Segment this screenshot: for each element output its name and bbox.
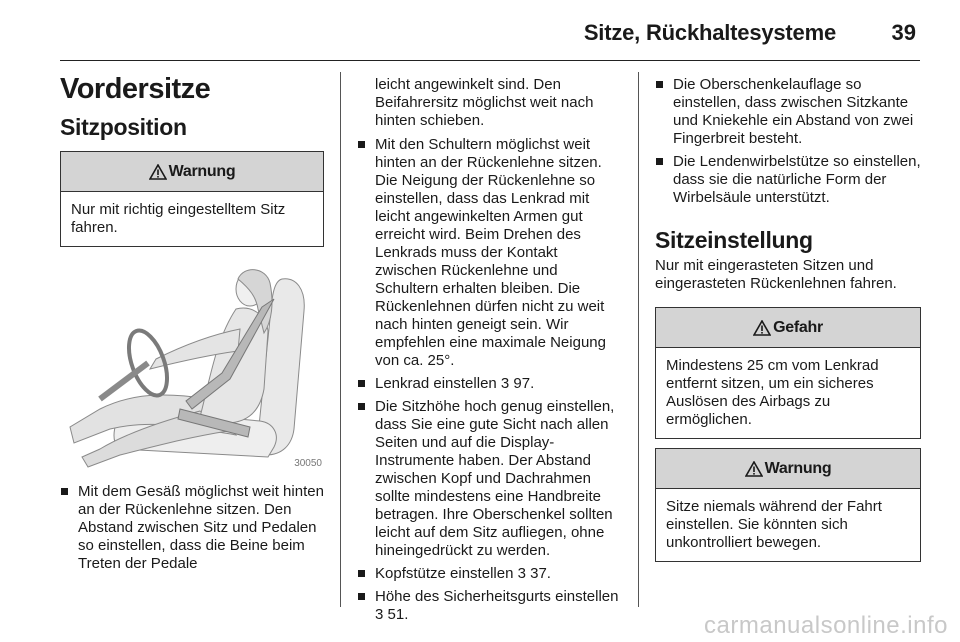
continued-text: leicht angewinkelt sind. Den Beifahrersitz möglichst weit nach hinten schieben. [375,76,594,129]
list-item: Kopfstütze einstellen 3 37. [357,565,622,583]
bullet-list [655,76,921,207]
danger-text: Mindestens 25 cm vom Lenkrad entfernt sitzen, um ein sicheres Auslösen des Airbags zu ermöglichen. [666,357,879,428]
warning-triangle-icon [149,164,167,180]
danger-box-header [656,308,920,348]
danger-box [655,307,921,439]
intro-text: Nur mit eingerasteten Sitzen und eingerasteten Rückenlehnen fahren. [655,257,897,292]
column-divider [340,72,341,607]
warning-box [655,448,921,562]
header-title: Sitze, Rückhaltesysteme [583,20,836,45]
section-heading: Sitzeinstellung [655,227,813,253]
seating-position-illustration [60,259,324,471]
illustration-code: 30050 [294,458,322,469]
column-3 [655,76,921,562]
list-item: Lenkrad einstellen 3 97. [357,375,622,393]
list-item: Die Oberschenkelauflage so einstellen, dass zwischen Sitzkante und Kniekehle ein Abstand von zwei Fingerbreit besteht. [655,76,921,148]
list-item: Mit den Schultern möglichst weit hinten an der Rückenlehne sitzen. Die Neigung der Rückenlehne so einstellen, dass das Lenkrad mit leicht angewinkelten Armen gut erreicht wird. Beim Drehen des Lenkrads muss der Kontakt zwischen Rückenlehne und Schultern erhalten bleiben. Die Rückenlehnen dürfen nicht zu weit nach hinten geneigt sein. Wir empfehlen eine maximale Neigung von ca. 25°. [357,136,622,370]
warning-box-header [656,449,920,489]
list-item: Höhe des Sicherheitsgurts einstellen 3 51. [357,588,622,624]
bullet-list [60,483,324,573]
driver-seat-illustration [60,259,324,471]
page-number: 39 [891,20,916,45]
danger-label: Gefahr [773,318,823,336]
warning-triangle-icon [745,461,763,477]
page-header [60,14,920,61]
bullet-list [357,136,622,624]
warning-text: Sitze niemals während der Fahrt einstellen. Sie könnten sich unkontrolliert bewegen. [666,498,882,551]
section-heading: Vordersitze [60,73,211,105]
column-1 [60,70,324,578]
subsection-heading: Sitzposition [60,114,187,140]
warning-text: Nur mit richtig eingestelltem Sitz fahren. [71,201,286,236]
list-item: Die Lendenwirbelstütze so einstellen, dass sie die natürliche Form der Wirbelsäule unterstützt. [655,153,921,207]
list-item: Mit dem Gesäß möglichst weit hinten an der Rückenlehne sitzen. Den Abstand zwischen Sitz und Pedalen so einstellen, dass die Beine beim Treten der Pedale [60,483,324,573]
warning-triangle-icon [753,320,771,336]
warning-label: Warnung [764,459,832,477]
warning-label: Warnung [168,162,236,180]
watermark: carmanualsonline.info [704,612,948,639]
column-2 [357,76,622,629]
column-divider [638,72,639,607]
list-item: Die Sitzhöhe hoch genug einstellen, dass Sie eine gute Sicht nach allen Seiten und auf die Display-Instrumente haben. Der Abstand zwischen Kopf und Dachrahmen sollte mindestens eine Handbreite betragen. Ihre Oberschenkel sollten leicht auf dem Sitz aufliegen, ohne hineingedrückt zu werden. [357,398,622,560]
warning-box [60,151,324,247]
warning-box-header [61,152,323,192]
